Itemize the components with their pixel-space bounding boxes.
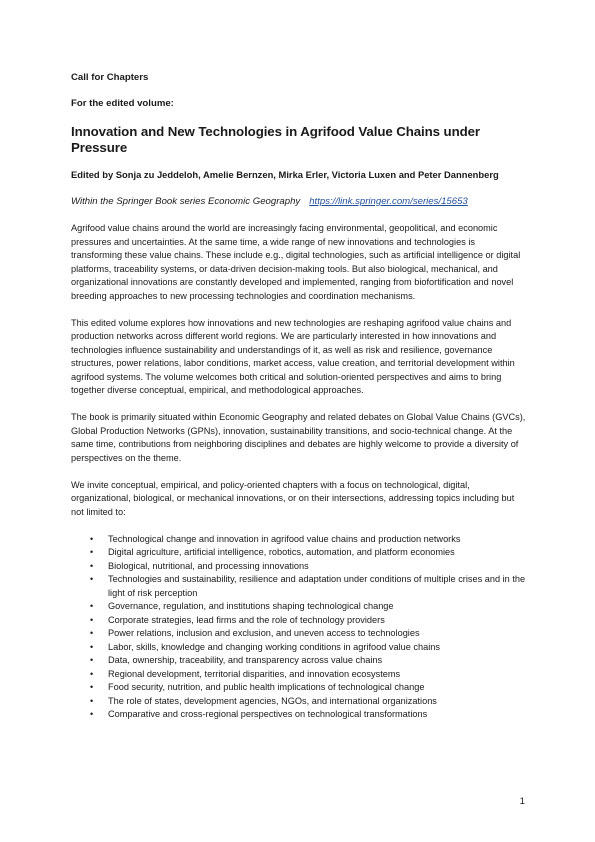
topic-text: Technological change and innovation in agrifood value chains and production networks: [108, 533, 461, 544]
bullet-icon: •: [90, 533, 94, 544]
topics-list: [71, 533, 526, 722]
topic-list-item: [71, 560, 526, 574]
topic-text: Technologies and sustainability, resilience and adaptation under conditions of multiple crises and in the light of risk perception: [108, 574, 526, 598]
topic-text: Biological, nutritional, and processing innovations: [108, 560, 309, 571]
topic-list-item: [71, 573, 526, 600]
topic-list-item: [71, 600, 526, 614]
topic-list-item: [71, 546, 526, 560]
topic-text: Corporate strategies, lead firms and the role of technology providers: [108, 614, 385, 625]
topic-text: Data, ownership, traceability, and transparency across value chains: [108, 655, 383, 665]
topic-text: The role of states, development agencies, NGOs, and international organizations: [108, 695, 437, 706]
paragraph-invitation: We invite conceptual, empirical, and policy-oriented chapters with a focus on technological, digital, organizational, biological, or mechanical innovations, or on their intersections, addressing topics including but not limited to:: [71, 479, 515, 517]
bullet-icon: •: [90, 695, 94, 706]
topic-text: Comparative and cross-regional perspectives on technological transformations: [108, 709, 428, 719]
page-content: [71, 72, 526, 722]
topic-list-item: [71, 627, 526, 641]
topic-text: Digital agriculture, artificial intelligence, robotics, automation, and platform economies: [108, 547, 455, 557]
series-line: [71, 196, 526, 208]
bullet-icon: •: [90, 628, 94, 638]
volume-label: For the edited volume:: [71, 98, 174, 109]
topic-text: Labor, skills, knowledge and changing working conditions in agrifood value chains: [108, 641, 440, 652]
page-number: 1: [519, 796, 525, 807]
topic-list-item: [71, 695, 526, 709]
editors-line: Edited by Sonja zu Jeddeloh, Amelie Bernzen, Mirka Erler, Victoria Luxen and Peter Dannenberg: [71, 169, 499, 180]
topic-list-item: [71, 668, 526, 682]
topic-list-item: [71, 614, 526, 628]
topic-text: Governance, regulation, and institutions shaping technological change: [108, 601, 394, 611]
bullet-icon: •: [90, 614, 94, 625]
topic-list-item: [71, 708, 526, 722]
bullet-icon: •: [90, 560, 94, 571]
topic-list-item: [71, 681, 526, 695]
bullet-icon: •: [90, 682, 94, 692]
paragraph-disciplines: The book is primarily situated within Economic Geography and related debates on Global Value Chains (GVCs), Global Production Networks (GPNs), innovation, sustainability transitions, and socio-technical change. At the same time, contributions from neighboring disciplines and debates are highly welcome to provide a diversity of perspectives on the theme.: [71, 412, 526, 463]
topic-list-item: [71, 641, 526, 655]
paragraph-scope: This edited volume explores how innovations and new technologies are reshaping agrifood value chains and production networks across different world regions. We are particularly interested in how innovations and technologies influence sustainability and understandings of it, as well as risk and resilience, governance structures, power relations, labor conditions, market access, value creation, and territorial development within agrifood systems. The volume welcomes both critical and solution-oriented perspectives and aims to bring together diverse conceptual, empirical, and methodological approaches.: [71, 317, 515, 395]
topic-list-item: [71, 654, 526, 668]
series-text: Within the Springer Book series Economic Geography: [71, 196, 301, 207]
bullet-icon: •: [90, 709, 94, 719]
bullet-icon: •: [90, 655, 94, 665]
topic-text: Food security, nutrition, and public health implications of technological change: [108, 682, 425, 692]
call-heading: Call for Chapters: [71, 72, 149, 83]
paragraph-intro: Agrifood value chains around the world are increasingly facing environmental, geopolitical, and economic pressures and uncertainties. At the same time, a wide range of new innovations and technologies is transforming these value chains. These include e.g., digital technologies, such as artificial intelligence or digital platforms, traceability systems, or data-driven decision-making tools. But also biological, mechanical, and organizational innovations are constantly developed and implemented, ranging from biofortification and novel breeding approaches to new processing technologies and coordination mechanisms.: [71, 223, 521, 301]
bullet-icon: •: [90, 668, 94, 679]
series-link[interactable]: https://link.springer.com/series/15653: [309, 196, 468, 207]
bullet-icon: •: [90, 641, 94, 652]
topic-text: Power relations, inclusion and exclusion, and uneven access to technologies: [108, 628, 420, 638]
topic-list-item: [71, 533, 526, 547]
bullet-icon: •: [90, 574, 94, 584]
topic-text: Regional development, territorial disparities, and innovation ecosystems: [108, 668, 401, 679]
bullet-icon: •: [90, 601, 94, 611]
document-title: Innovation and New Technologies in Agrifood Value Chains under Pressure: [71, 124, 480, 155]
bullet-icon: •: [90, 547, 94, 557]
